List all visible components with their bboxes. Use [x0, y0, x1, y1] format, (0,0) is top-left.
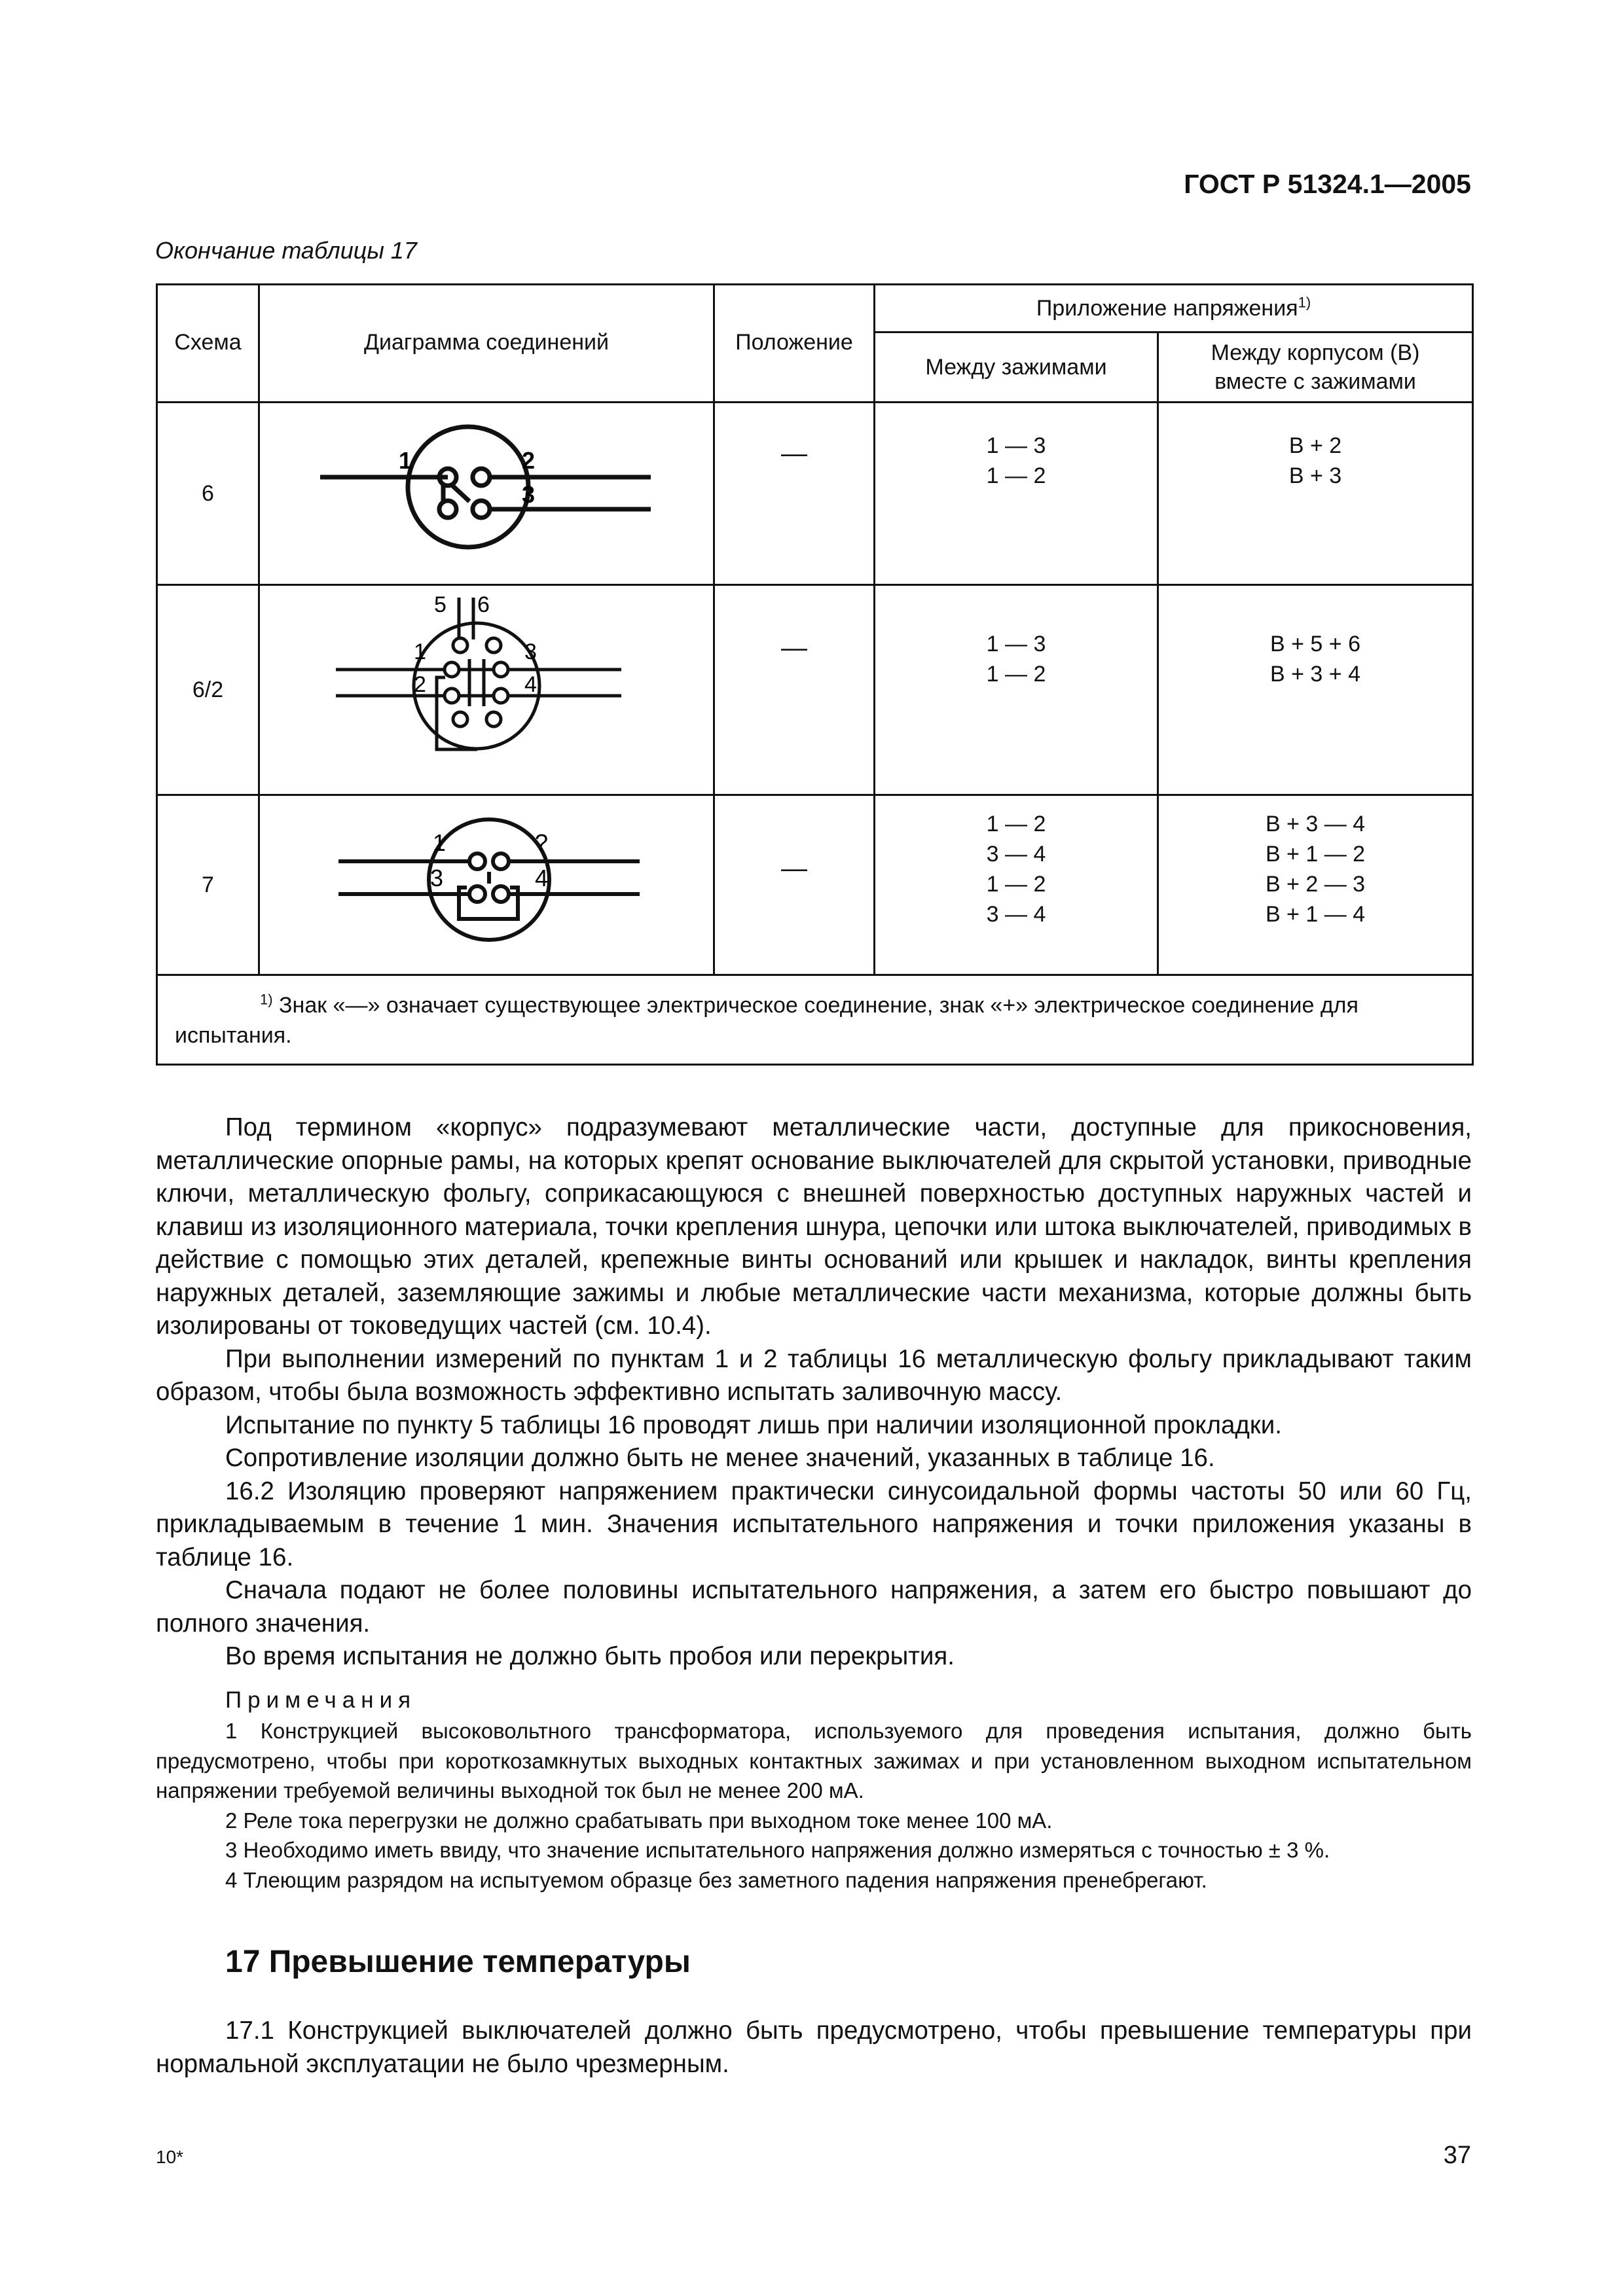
table-row [157, 795, 1473, 975]
row-position: — [714, 795, 875, 975]
terminal-pair: 1 — 2 [986, 662, 1046, 687]
row-body [1158, 403, 1473, 585]
footer-mark: 10* [156, 2147, 184, 2167]
body-combo: В + 2 [1288, 433, 1342, 458]
row-scheme: 7 [157, 795, 259, 975]
header-position: Положение [714, 285, 875, 403]
terminal-pair: 1 — 3 [986, 433, 1046, 458]
terminal-pair: 3 — 4 [986, 842, 1046, 867]
connection-diagram-6-2 [261, 586, 712, 786]
body-combo: В + 1 — 4 [1265, 902, 1366, 927]
note-item: 2 Реле тока перегрузки не должно срабатывать при выходном токе менее 100 мА. [225, 1808, 1053, 1833]
terminal-label: 5 [433, 592, 447, 617]
footnote-marker: 1) [260, 991, 273, 1008]
diagram-cell [259, 403, 714, 585]
table-header-row-1 [157, 285, 1473, 332]
terminal-pair: 1 — 2 [986, 812, 1046, 836]
terminal-pair: 3 — 4 [986, 902, 1046, 927]
terminal-label: 2 [521, 447, 535, 474]
row-scheme: 6 [157, 403, 259, 585]
body-combo: В + 1 — 2 [1265, 842, 1366, 867]
section-heading: 17 Превышение температуры [225, 1945, 691, 1979]
terminal-label: 1 [398, 447, 412, 474]
table-row [157, 585, 1473, 795]
header-voltage-footnote-ref: 1) [1298, 294, 1311, 311]
row-position: — [714, 403, 875, 585]
table-row [157, 403, 1473, 585]
connection-diagram-7 [261, 796, 712, 966]
body-combo: В + 5 + 6 [1270, 632, 1360, 656]
terminal-label: 1 [432, 829, 446, 856]
terminal-label: ? [534, 829, 548, 856]
section-text [156, 2015, 1472, 2081]
body-combo: В + 3 [1288, 463, 1342, 488]
body-combo: В + 3 + 4 [1270, 662, 1360, 687]
note-item: 1 Конструкцией высоковольтного трансформатора, используемого для проведения испытания, должно быть предусмотрено, чтобы при короткозамкнутых выходных контактных зажимах и при установленном выходном испытательном напряжении требуемой величины выходной ток был не менее 200 мА. [156, 1719, 1472, 1803]
row-body [1158, 585, 1473, 795]
header-diagram: Диаграмма соединений [259, 285, 714, 403]
terminal-pair: 1 — 3 [986, 632, 1046, 656]
terminal-pair: 1 — 2 [986, 872, 1046, 897]
table-footnote [157, 975, 1473, 1065]
note-item: 3 Необходимо иметь ввиду, что значение испытательного напряжения должно измеряться с точностью ± 3 %. [225, 1838, 1330, 1862]
document-standard-header: ГОСТ Р 51324.1—2005 [1184, 169, 1471, 199]
notes-title: Примечания [225, 1687, 417, 1713]
paragraph: Во время испытания не должно быть пробоя или перекрытия. [225, 1642, 955, 1670]
paragraph: Сначала подают не более половины испытательного напряжения, а затем его быстро повышают до полного значения. [156, 1576, 1472, 1638]
row-terminals [875, 585, 1158, 795]
page-number: 37 [1443, 2142, 1471, 2169]
terminal-label: 1 [413, 639, 426, 664]
table-caption: Окончание таблицы 17 [155, 237, 417, 264]
terminal-label: 4 [524, 672, 537, 697]
terminal-label: 3 [521, 481, 535, 508]
terminal-label: 4 [534, 865, 548, 891]
body-paragraphs [156, 1111, 1472, 1674]
diagram-cell [259, 585, 714, 795]
terminal-label: 2 [413, 672, 426, 697]
diagram-cell [259, 795, 714, 975]
notes-list [156, 1716, 1472, 1895]
header-between-body: Между корпусом (В) вместе с зажимами [1158, 332, 1473, 403]
paragraph: При выполнении измерений по пунктам 1 и 2 таблицы 16 металлическую фольгу прикладывают таким образом, чтобы была возможность эффективно испытать заливочную массу. [156, 1344, 1472, 1406]
header-between-terminals: Между зажимами [875, 332, 1158, 403]
row-position: — [714, 585, 875, 795]
paragraph: Под термином «корпус» подразумевают металлические части, доступные для прикосновения, металлические опорные рамы, на которых крепят основание выключателей для скрытой установки, приводные ключи, металлическую фольгу, соприкасающуюся с внешней поверхностью доступных наружных частей и клавиш из изоляционного материала, точки крепления шнура, цепочки или штока выключателей, приводимых в действие с помощью этих деталей, крепежные винты оснований или крышек и накладок, винты крепления наружных деталей, заземляющие зажимы и любые металлические части механизма, которые должны быть изолированы от токоведущих частей (см. 10.4). [156, 1113, 1472, 1340]
row-scheme: 6/2 [157, 585, 259, 795]
table-footnote-row [157, 975, 1473, 1065]
terminal-pair: 1 — 2 [986, 463, 1046, 488]
paragraph: Испытание по пункту 5 таблицы 16 проводят лишь при наличии изоляционной прокладки. [225, 1410, 1282, 1439]
connection-diagram-6 [261, 403, 712, 576]
header-voltage-text: Приложение напряжения [1036, 296, 1298, 321]
header-voltage [875, 285, 1473, 332]
body-combo: В + 3 — 4 [1265, 812, 1366, 836]
row-terminals [875, 795, 1158, 975]
note-item: 4 Тлеющим разрядом на испытуемом образце без заметного падения напряжения пренебрегают. [225, 1867, 1207, 1892]
row-body [1158, 795, 1473, 975]
terminal-label: 3 [429, 865, 443, 891]
paragraph: Сопротивление изоляции должно быть не менее значений, указанных в таблице 16. [225, 1444, 1215, 1472]
connections-table [156, 283, 1474, 1066]
paragraph: 16.2 Изоляцию проверяют напряжением практически синусоидальной формы частоты 50 или 60 Гц, прикладываемым в течение 1 мин. Значения испытательного напряжения и точки приложения указаны в таблице 16. [156, 1477, 1472, 1571]
terminal-label: 6 [477, 592, 490, 617]
footnote-text: Знак «—» означает существующее электрическое соединение, знак «+» электрическое соединение для испытания. [175, 993, 1359, 1048]
paragraph: 17.1 Конструкцией выключателей должно быть предусмотрено, чтобы превышение температуры при нормальной эксплуатации не было чрезмерным. [156, 2017, 1472, 2078]
row-terminals [875, 403, 1158, 585]
terminal-label: 3 [524, 639, 537, 664]
body-combo: В + 2 — 3 [1265, 872, 1366, 897]
header-scheme: Схема [157, 285, 259, 403]
